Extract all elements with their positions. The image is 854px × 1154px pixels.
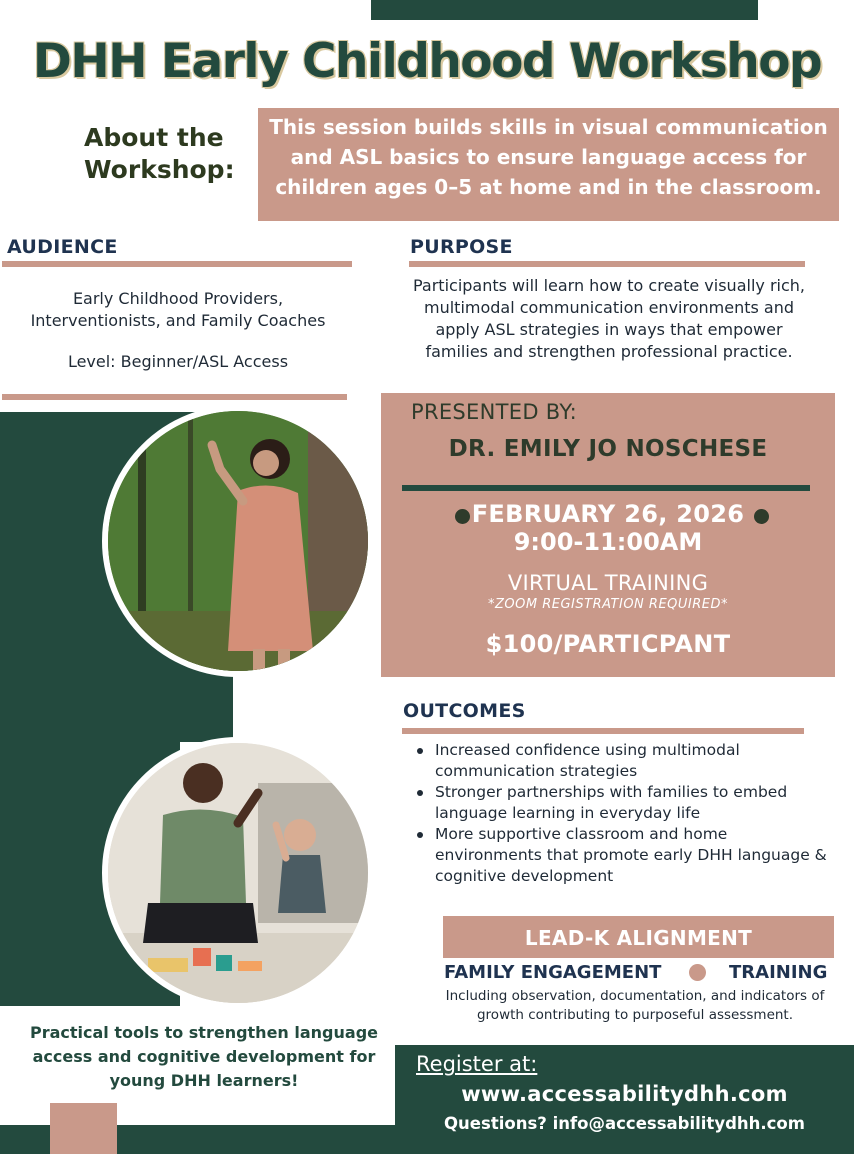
list-item: Stronger partnerships with families to embed language learning in everyday life <box>413 782 833 824</box>
event-price: $100/PARTICPANT <box>485 630 731 658</box>
page-title: DHH Early Childhood Workshop <box>32 34 822 89</box>
leadk-family-engagement: FAMILY ENGAGEMENT <box>444 962 662 983</box>
presenter-name: DR. EMILY JO NOSCHESE <box>448 436 768 462</box>
bottom-accent-square <box>50 1103 117 1154</box>
presenter-photo <box>102 405 374 677</box>
leadk-heading: LEAD-K ALIGNMENT <box>443 916 834 958</box>
family-photo <box>102 737 374 1009</box>
event-date: FEBRUARY 26, 2026 <box>471 500 745 528</box>
list-item: Increased confidence using multimodal communication strategies <box>413 740 833 782</box>
registration-note: *ZOOM REGISTRATION REQUIRED* <box>488 597 728 612</box>
audience-list <box>0 288 356 332</box>
leadk-training: TRAINING <box>729 962 828 983</box>
audience-level: Level: Beginner/ASL Access <box>67 352 289 371</box>
audience-line: Interventionists, and Family Coaches <box>30 311 326 330</box>
purpose-rule <box>409 261 805 267</box>
presented-by-label: PRESENTED BY: <box>411 400 578 424</box>
event-format: VIRTUAL TRAINING <box>507 571 709 595</box>
about-label-line2: Workshop: <box>84 155 235 184</box>
about-description-box <box>258 108 839 221</box>
outcomes-list <box>413 740 833 887</box>
about-description: This session builds skills in visual communication and ASL basics to ensure language access for children ages 0–5 at home and in the classroom. <box>269 115 828 199</box>
event-time: 9:00-11:00AM <box>513 528 703 556</box>
register-label: Register at: <box>416 1052 538 1076</box>
audience-divider <box>2 394 347 400</box>
outcomes-heading: OUTCOMES <box>403 700 526 722</box>
outcomes-rule <box>402 728 804 734</box>
about-label <box>84 122 254 186</box>
leadk-description: Including observation, documentation, and indicators of growth contributing to purposeful assessment. <box>445 988 825 1023</box>
adult-child-signing-illustration <box>108 743 368 1003</box>
presenter-signing-illustration <box>108 411 368 671</box>
separator-dot-icon <box>689 964 706 981</box>
presenter-divider <box>402 485 810 491</box>
contact-email-link[interactable]: Questions? info@accessabilitydhh.com <box>444 1114 805 1133</box>
about-label-line1: About the <box>84 123 224 152</box>
register-url-link[interactable]: www.accessabilitydhh.com <box>461 1082 788 1106</box>
list-item: More supportive classroom and home environments that promote early DHH language & cognitive development <box>413 824 833 887</box>
audience-rule <box>2 261 352 267</box>
purpose-description: Participants will learn how to create visually rich, multimodal communication environments and apply ASL strategies in ways that empower families and strengthen professional practice. <box>412 276 805 361</box>
tagline: Practical tools to strengthen language access and cognitive development for young DHH learners! <box>29 1023 378 1090</box>
top-accent-bar <box>371 0 758 20</box>
audience-heading: AUDIENCE <box>7 236 118 258</box>
purpose-heading: PURPOSE <box>410 236 513 258</box>
audience-line: Early Childhood Providers, <box>72 289 284 308</box>
